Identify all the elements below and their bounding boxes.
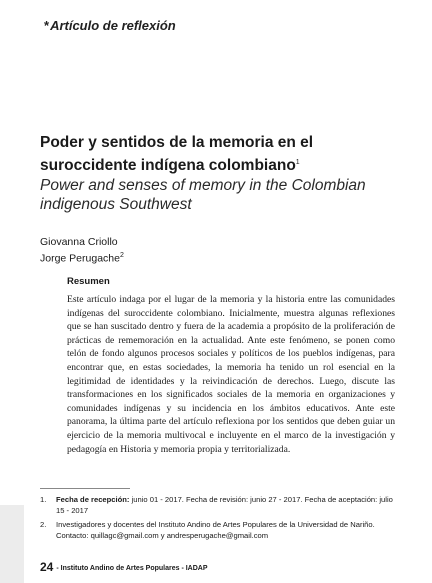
author-name: Jorge Perugache — [40, 252, 120, 265]
title-footnote-ref[interactable]: 1 — [295, 159, 300, 166]
article-title-english: Power and senses of memory in the Colombian indigenous Southwest — [40, 177, 366, 213]
author-footnote-ref[interactable]: 2 — [119, 252, 124, 259]
footnote-lead: Fecha de recepción: — [56, 495, 130, 504]
section-tag-label: Artículo de reflexión — [50, 18, 176, 33]
footer-institution: - Instituto Andino de Artes Populares - IADAP — [56, 565, 208, 572]
footnote-number: 2. — [40, 520, 47, 529]
footnote-divider — [40, 488, 130, 489]
footnote-text — [56, 519, 402, 541]
footnote-body: junio 01 - 2017. Fecha de revisión: junio 27 - 2017. Fecha de aceptación: julio 15 - 2017 — [56, 495, 393, 515]
page-number: 24 — [40, 560, 54, 574]
section-tag — [44, 18, 176, 33]
author-name: Giovanna Criollo — [40, 236, 118, 248]
footnote-text — [56, 494, 402, 516]
page-footer — [40, 560, 208, 574]
abstract-heading: Resumen — [67, 276, 110, 287]
margin-shade — [0, 505, 24, 583]
article-title-spanish — [40, 133, 380, 176]
section-tag-star: * — [44, 18, 50, 33]
footnote-item — [40, 519, 402, 541]
article-title-text: Poder y sentidos de la memoria en el suroccidente indígena colombiano — [40, 134, 314, 175]
footnote-body: Investigadores y docentes del Instituto Andino de Artes Populares de la Universidad de Nariño. Contacto: quillagc@gmail.com y andresperugache@gmail.com — [56, 520, 375, 540]
footnote-number: 1. — [40, 495, 47, 504]
author-list — [40, 235, 124, 266]
author-1 — [40, 235, 124, 249]
footnote-item — [40, 494, 402, 516]
abstract-body: Este artículo indaga por el lugar de la memoria y la historia entre las comunidades indígenas del suroccidente colombiano. Inicialmente, muestra algunas reflexiones que se han suscitado dentro y fuera de la academia a propósito de la proliferación de prácticas de rememoración en la actualidad. Ante este fenómeno, se ponen como telón de fondo algunos procesos sociales y políticos de los pueblos indígenas, para encontrar que, en estas sociedades, la memoria ha tenido un rol esencial en la legitimidad de identidades y la reivindicación de derechos. Luego, discute las transformaciones en los significados sociales de la memoria en organizaciones y comunidades indígenas y su incidencia en los ámbitos educativos. Ante este panorama, la última parte del artículo reflexiona por los sentidos que deben guiar un ejercicio de la memoria multivocal e incluyente en el marco de la investigación y pedagogía en Historia y memoria propia y territorializada. — [67, 294, 395, 455]
author-2 — [40, 249, 124, 266]
footnotes — [40, 494, 402, 544]
